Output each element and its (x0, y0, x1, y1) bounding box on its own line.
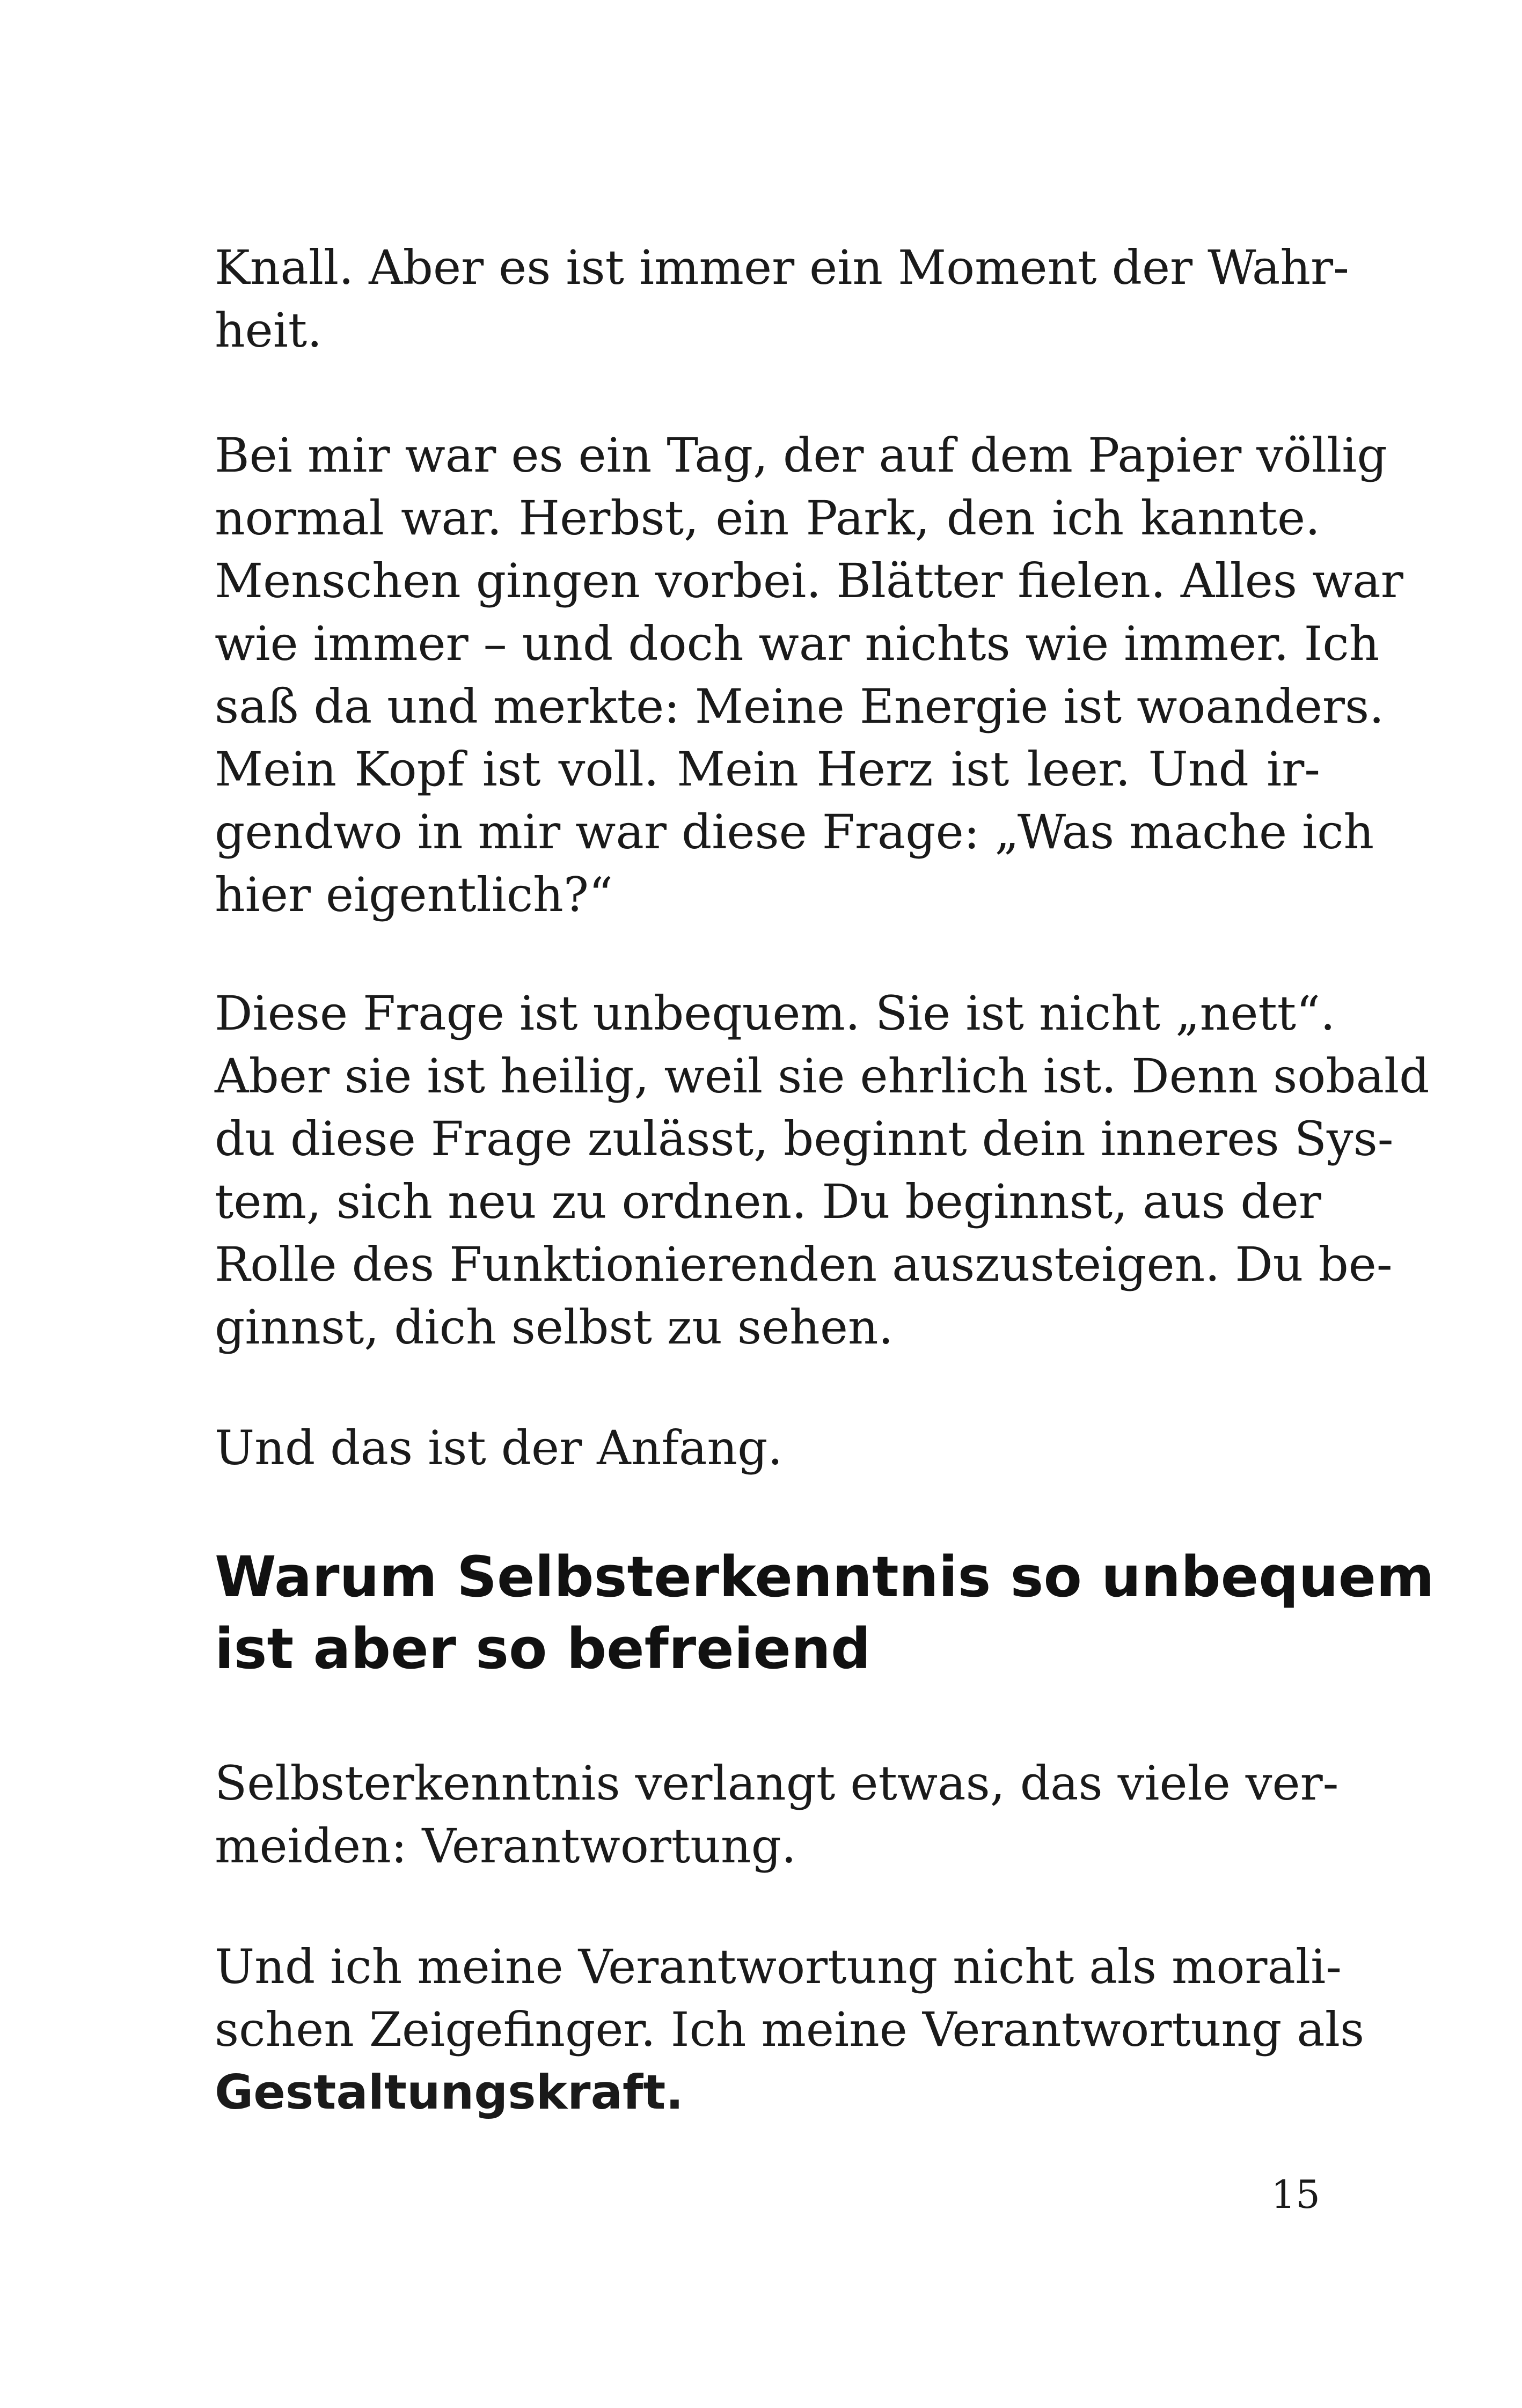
text-line: hier eigentlich?“ (215, 867, 613, 922)
text-line: schen Zeigefinger. Ich meine Verantwortung als (215, 2002, 1365, 2057)
text-line: Diese Frage ist unbequem. Sie ist nicht „nett“. (215, 986, 1336, 1041)
text-line: gendwo in mir war diese Frage: „Was mache ich (215, 804, 1374, 860)
text-line: wie immer – und doch war nichts wie immer. Ich (215, 616, 1380, 671)
text-line: meiden: Verantwortung. (215, 1818, 796, 1874)
bold-text-line: Gestaltungskraft. (215, 2065, 684, 2120)
text-line: normal war. Herbst, ein Park, den ich kannte. (215, 490, 1320, 546)
paragraph-1 (215, 236, 1349, 362)
text-line: heit. (215, 303, 323, 358)
text-line: Selbsterkenntnis verlangt etwas, das viele ver- (215, 1756, 1339, 1811)
paragraph-3 (215, 982, 1430, 1359)
text-line: tem, sich neu zu ordnen. Du beginnst, aus der (215, 1174, 1321, 1229)
paragraph-2 (215, 424, 1403, 926)
page-number: 15 (1271, 2172, 1320, 2217)
heading-line: Warum Selbsterkenntnis so unbequem (215, 1544, 1435, 1610)
paragraph-6 (215, 1935, 1365, 2124)
text-line: ginnst, dich selbst zu sehen. (215, 1300, 894, 1355)
text-line: Aber sie ist heilig, weil sie ehrlich ist. Denn sobald (215, 1048, 1430, 1104)
text-line: Rolle des Funktionierenden auszusteigen. Du be- (215, 1237, 1393, 1292)
text-line: Und das ist der Anfang. (215, 1420, 783, 1475)
text-line: Und ich meine Verantwortung nicht als morali- (215, 1939, 1342, 1994)
text-line: Menschen gingen vorbei. Blätter fielen. Alles war (215, 553, 1403, 608)
paragraph-5 (215, 1752, 1339, 1877)
text-line: Mein Kopf ist voll. Mein Herz ist leer. Und ir- (215, 742, 1320, 797)
text-line: Knall. Aber es ist immer ein Moment der Wahr- (215, 240, 1349, 295)
heading-line: ist aber so befreiend (215, 1616, 871, 1682)
paragraph-4 (215, 1416, 1320, 1479)
text-line: saß da und merkte: Meine Energie ist woanders. (215, 679, 1385, 734)
section-heading (215, 1541, 1435, 1685)
text-line: du diese Frage zulässt, beginnt dein inneres Sys- (215, 1111, 1394, 1166)
text-line: Bei mir war es ein Tag, der auf dem Papier völlig (215, 428, 1387, 483)
